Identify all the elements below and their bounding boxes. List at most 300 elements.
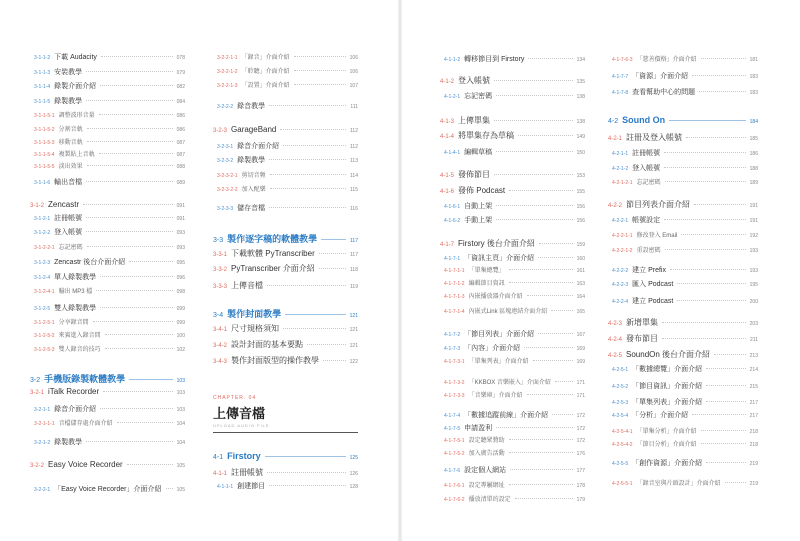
toc-entry-code: 4-1-7-6-3 xyxy=(612,57,633,63)
toc-entry[interactable] xyxy=(608,87,758,97)
toc-entry-title: 「KKBOX 音樂嵌入」介面介紹 xyxy=(468,380,551,386)
toc-entry[interactable] xyxy=(213,184,358,193)
toc-entry-code: 4-2-5-4 xyxy=(612,413,629,419)
toc-entry-page: 078 xyxy=(176,55,185,61)
toc-entry-page: 093 xyxy=(176,245,185,251)
toc-entry[interactable] xyxy=(608,245,758,254)
toc-entry[interactable] xyxy=(30,257,185,267)
dot-leader xyxy=(100,307,173,308)
toc-entry-title: 帳號設定 xyxy=(632,217,661,224)
toc-entry-title: 「分析」介面介紹 xyxy=(632,412,689,419)
toc-entry-title: 「數據總覽」介面介紹 xyxy=(632,366,703,373)
toc-entry-title: Firstory xyxy=(227,451,261,461)
toc-entry[interactable] xyxy=(440,253,585,263)
dot-leader xyxy=(706,385,746,386)
toc-entry-page: 105 xyxy=(176,463,185,469)
dot-leader xyxy=(515,498,573,499)
toc-entry-code: 4-1-7-6 xyxy=(444,468,461,474)
toc-entry[interactable] xyxy=(608,458,758,468)
toc-entry[interactable] xyxy=(440,185,585,196)
dot-leader xyxy=(699,91,746,92)
toc-entry[interactable] xyxy=(213,66,358,75)
toc-entry-title: 忘記密碼 xyxy=(636,180,661,186)
toc-entry[interactable] xyxy=(608,230,758,239)
toc-entry-code: 3-3-3 xyxy=(213,284,228,290)
dot-leader xyxy=(496,219,573,220)
toc-entry-page: 096 xyxy=(176,275,185,281)
dot-leader xyxy=(494,120,573,121)
toc-entry[interactable] xyxy=(213,467,358,478)
toc-entry[interactable] xyxy=(30,81,185,91)
toc-entry-code: 4-1-7-6-2 xyxy=(444,497,465,503)
toc-entry[interactable] xyxy=(608,397,758,407)
toc-entry[interactable] xyxy=(30,227,185,237)
toc-entry-page: 116 xyxy=(350,206,358,212)
toc-entry-title: 剪切音頻 xyxy=(241,173,266,179)
toc-entry[interactable] xyxy=(440,435,585,444)
toc-entry-title: 註冊帳號 xyxy=(54,215,83,222)
toc-entry-page: 161 xyxy=(576,268,585,274)
toc-entry[interactable] xyxy=(608,71,758,81)
toc-entry-page: 214 xyxy=(749,367,758,373)
toc-entry-code: 3-4-3 xyxy=(213,359,228,365)
toc-entry-page: 111 xyxy=(350,104,358,110)
toc-entry-title: 登入帳號 xyxy=(54,229,83,236)
toc-entry-page: 213 xyxy=(749,353,758,359)
toc-entry[interactable] xyxy=(608,279,758,289)
toc-entry[interactable] xyxy=(30,286,185,295)
toc-entry[interactable] xyxy=(440,169,585,180)
toc-entry-title: 忘記密碼 xyxy=(58,245,83,251)
toc-entry-page: 178 xyxy=(576,483,585,489)
toc-entry-title: 手機版錄製軟體教學 xyxy=(44,374,126,384)
toc-entry-title: Zencastr xyxy=(48,200,80,209)
toc-entry[interactable] xyxy=(30,177,185,187)
toc-entry-title: 製作封面版型的操作教學 xyxy=(231,356,320,365)
dot-leader xyxy=(269,105,346,106)
toc-entry-title: 錄製教學 xyxy=(54,98,83,105)
toc-entry[interactable] xyxy=(30,317,185,326)
toc-entry-code: 3-1-2-2 xyxy=(34,230,51,236)
toc-entry[interactable] xyxy=(30,330,185,339)
dot-leader xyxy=(496,205,573,206)
toc-entry[interactable] xyxy=(608,177,758,186)
toc-entry[interactable] xyxy=(30,460,185,469)
toc-entry[interactable] xyxy=(30,484,185,494)
dot-leader xyxy=(117,422,173,423)
toc-entry-title: 編輯草稿 xyxy=(464,149,493,156)
toc-entry[interactable] xyxy=(440,75,585,86)
dot-leader xyxy=(307,344,346,345)
toc-entry[interactable] xyxy=(608,349,758,360)
toc-entry[interactable] xyxy=(213,141,358,151)
dot-leader xyxy=(701,430,746,431)
toc-entry[interactable] xyxy=(440,343,585,353)
toc-entry-page: 099 xyxy=(176,320,185,326)
toc-entry-code: 3-1-1-4 xyxy=(34,84,51,90)
toc-entry[interactable] xyxy=(608,317,758,328)
toc-entry-code: 3-2-1-1-1 xyxy=(34,421,55,427)
dot-leader xyxy=(664,167,746,168)
toc-entry[interactable] xyxy=(30,161,185,170)
toc-entry[interactable] xyxy=(30,404,185,414)
toc-entry-page: 107 xyxy=(349,83,358,89)
toc-entry[interactable] xyxy=(30,137,185,146)
toc-entry-page: 172 xyxy=(576,413,585,419)
toc-entry-page: 219 xyxy=(749,461,758,467)
toc-entry-title: 「資訊主頁」介面介紹 xyxy=(464,255,535,262)
toc-entry[interactable] xyxy=(440,377,585,386)
toc-entry[interactable] xyxy=(608,478,758,487)
toc-entry[interactable] xyxy=(213,80,358,89)
toc-entry[interactable] xyxy=(213,155,358,165)
dot-leader xyxy=(494,174,573,175)
toc-entry[interactable] xyxy=(440,201,585,211)
toc-entry-page: 169 xyxy=(576,346,585,352)
toc-entry[interactable] xyxy=(608,296,758,306)
toc-entry[interactable] xyxy=(440,238,585,249)
dot-leader xyxy=(269,485,346,486)
toc-entry-page: 184 xyxy=(749,119,758,125)
toc-entry-code: 4-1-7-5 xyxy=(444,426,461,432)
toc-entry-code: 4-1-1 xyxy=(213,471,228,477)
dot-leader xyxy=(714,354,746,355)
toc-entry[interactable] xyxy=(608,439,758,448)
toc-entry-code: 3-2-2-1-2 xyxy=(217,69,238,75)
dot-leader xyxy=(509,269,573,270)
dot-leader xyxy=(86,100,173,101)
toc-entry-title: 忘記密碼 xyxy=(464,93,493,100)
toc-entry-code: 4-2-5-5 xyxy=(612,461,629,467)
dot-leader xyxy=(538,333,573,334)
toc-entry[interactable] xyxy=(213,323,358,334)
toc-entry-page: 159 xyxy=(576,242,585,248)
toc-entry-code: 3-1-2-1 xyxy=(34,216,51,222)
toc-entry[interactable] xyxy=(440,278,585,287)
dot-leader xyxy=(551,310,572,311)
toc-entry-page: 156 xyxy=(576,204,585,210)
toc-entry-page: 211 xyxy=(750,337,758,343)
toc-section-heading[interactable] xyxy=(213,307,358,320)
toc-entry-title: 「音樂庫」介面介紹 xyxy=(468,393,523,399)
toc-entry-title: 「單集分析」介面介紹 xyxy=(636,429,697,435)
toc-entry-title: 錄製介面介紹 xyxy=(54,83,97,90)
toc-entry-page: 183 xyxy=(749,90,758,96)
dot-leader xyxy=(100,276,173,277)
toc-entry-page: 177 xyxy=(576,468,585,474)
toc-section-heading[interactable] xyxy=(30,372,185,385)
toc-entry[interactable] xyxy=(30,387,185,396)
toc-entry[interactable] xyxy=(440,356,585,365)
toc-entry-code: 3-2-1-2 xyxy=(34,440,51,446)
toc-entry-title: SoundOn 後台介面介紹 xyxy=(626,350,711,359)
toc-entry[interactable] xyxy=(30,303,185,313)
toc-entry[interactable] xyxy=(440,494,585,503)
dot-leader xyxy=(166,488,173,489)
toc-entry[interactable] xyxy=(213,52,358,61)
toc-entry[interactable] xyxy=(213,101,358,111)
toc-entry[interactable] xyxy=(608,426,758,435)
toc-entry[interactable] xyxy=(608,364,758,374)
toc-entry-title: 申請盈利 xyxy=(464,425,493,432)
dot-leader xyxy=(509,282,573,283)
toc-entry-page: 172 xyxy=(576,438,585,444)
chapter-number: CHAPTER. 04 xyxy=(213,395,257,401)
toc-entry-title: 內嵌式Link 區塊連結介面介紹 xyxy=(468,309,548,315)
toc-entry-title: 創建節目 xyxy=(237,483,266,490)
toc-entry-title: 錄音教學 xyxy=(237,103,266,110)
chapter-title: 上傳音檔 xyxy=(213,406,266,421)
toc-entry-title: 「Easy Voice Recorder」介面介紹 xyxy=(54,486,162,493)
toc-entry-page: 121 xyxy=(349,327,358,333)
toc-entry[interactable] xyxy=(213,203,358,213)
toc-entry-code: 4-2-2 xyxy=(608,203,623,209)
toc-entry-code: 3-1-1-5-4 xyxy=(34,152,55,158)
dot-leader xyxy=(509,452,573,453)
toc-entry[interactable] xyxy=(608,132,758,143)
toc-entry-code: 4-2-5-3 xyxy=(612,400,629,406)
dot-leader xyxy=(694,204,746,205)
toc-entry[interactable] xyxy=(608,54,758,63)
dot-leader xyxy=(269,207,346,208)
toc-entry-code: 4-2-4 xyxy=(608,337,623,343)
toc-entry-code: 4-1-6-1 xyxy=(444,204,461,210)
toc-entry-code: 4-2-2-1 xyxy=(612,218,629,224)
toc-entry-page: 122 xyxy=(349,359,358,365)
dot-leader xyxy=(96,290,172,291)
toc-entry[interactable] xyxy=(440,480,585,489)
toc-entry-title: Easy Voice Recorder xyxy=(48,460,123,469)
toc-entry-code: 3-1-2-5 xyxy=(34,306,51,312)
dot-leader xyxy=(665,181,746,182)
toc-entry[interactable] xyxy=(440,465,585,475)
toc-entry-code: 3-1-2-5-2 xyxy=(34,333,55,339)
toc-entry-title: 「聆聽」介面介紹 xyxy=(241,69,290,75)
toc-entry-code: 4-1-1-1 xyxy=(217,484,234,490)
toc-entry[interactable] xyxy=(440,91,585,101)
dot-leader xyxy=(528,58,572,59)
dot-leader xyxy=(692,75,746,76)
toc-entry-title: 建立 Prefix xyxy=(632,267,666,274)
toc-entry[interactable] xyxy=(213,355,358,366)
toc-entry[interactable] xyxy=(30,200,185,209)
toc-entry[interactable] xyxy=(440,329,585,339)
toc-section-heading[interactable] xyxy=(608,115,758,125)
toc-entry-code: 4-1-6-2 xyxy=(444,218,461,224)
dot-leader xyxy=(686,137,746,138)
toc-entry-title: 複製貼上音軌 xyxy=(58,152,95,158)
toc-entry-code: 4-1-7-1-2 xyxy=(444,281,465,287)
dot-leader xyxy=(527,394,573,395)
dot-leader xyxy=(509,190,573,191)
toc-entry[interactable] xyxy=(30,110,185,119)
toc-entry[interactable] xyxy=(213,481,358,491)
toc-entry-title: 輸出 MP3 檔 xyxy=(58,289,93,295)
toc-entry[interactable] xyxy=(30,272,185,282)
toc-entry[interactable] xyxy=(440,265,585,274)
toc-entry-title: 「節目分析」介面介紹 xyxy=(636,442,697,448)
toc-entry-page: 118 xyxy=(350,267,358,273)
toc-entry-code: 3-4-2 xyxy=(213,343,228,349)
dot-leader xyxy=(267,472,346,473)
toc-entry-code: 4-2-1 xyxy=(608,136,623,142)
toc-entry-code: 3-1-2-2-1 xyxy=(34,245,55,251)
dot-leader xyxy=(294,56,346,57)
toc-entry[interactable] xyxy=(30,213,185,223)
dot-leader xyxy=(87,141,173,142)
toc-entry-page: 112 xyxy=(350,128,358,134)
toc-entry-title: 「數據追蹤前線」介面介紹 xyxy=(464,412,549,419)
toc-entry-code: 3-1-2-4 xyxy=(34,275,51,281)
chapter-heading xyxy=(213,395,358,433)
toc-entry-code: 4-2-5 xyxy=(608,353,623,359)
toc-entry[interactable] xyxy=(608,333,758,344)
toc-entry-code: 4-1-7-5-1 xyxy=(444,438,465,444)
dot-leader xyxy=(83,204,173,205)
toc-entry-code: 4-1-4-1 xyxy=(444,150,461,156)
toc-entry-code: 3-2 xyxy=(30,377,41,384)
toc-entry-title: 註冊帳號 xyxy=(231,468,264,477)
toc-entry-code: 3-1-2-5-1 xyxy=(34,320,55,326)
toc-entry-title: 儲存音檔 xyxy=(237,205,266,212)
toc-entry[interactable] xyxy=(30,52,185,62)
toc-entry-title: 加入配樂 xyxy=(241,187,266,193)
toc-entry-title: 「節目列表」介面介紹 xyxy=(464,331,535,338)
toc-entry[interactable] xyxy=(213,263,358,274)
toc-entry-code: 4-1-7-2 xyxy=(444,332,461,338)
toc-entry[interactable] xyxy=(608,199,758,210)
dot-leader xyxy=(101,56,173,57)
dot-leader xyxy=(294,84,346,85)
toc-entry-title: GarageBand xyxy=(231,125,277,134)
toc-entry[interactable] xyxy=(30,149,185,158)
toc-entry-code: 4-1-4 xyxy=(440,134,455,140)
toc-entry-page: 195 xyxy=(749,282,758,288)
toc-entry-code: 4-2-2-3 xyxy=(612,282,629,288)
toc-entry[interactable] xyxy=(440,115,585,126)
toc-entry-title: 查看幫助中心的問題 xyxy=(632,89,696,96)
toc-entry-code: 4-1-7 xyxy=(440,242,455,248)
toc-entry-code: 3-3-2 xyxy=(213,267,228,273)
toc-entry[interactable] xyxy=(440,291,585,300)
toc-entry[interactable] xyxy=(213,125,358,134)
toc-entry-code: 4-2-2-4 xyxy=(612,299,629,305)
toc-entry-page: 149 xyxy=(576,134,585,140)
toc-section-heading[interactable] xyxy=(213,232,358,245)
toc-entry-title: 錄音介面介紹 xyxy=(237,143,280,150)
dot-leader xyxy=(706,462,746,463)
toc-entry[interactable] xyxy=(30,242,185,251)
toc-entry-code: 3-1-2-3 xyxy=(34,260,51,266)
dot-leader xyxy=(662,338,746,339)
toc-entry-code: 4-1-7-5-2 xyxy=(444,451,465,457)
toc-entry-page: 103 xyxy=(176,390,185,396)
toc-entry-code: 3-1-1-5-2 xyxy=(34,127,55,133)
toc-entry-title: 「單集列表」介面介紹 xyxy=(468,359,529,365)
toc-entry-page: 115 xyxy=(350,187,358,193)
toc-entry-code: 3-1-2-5-3 xyxy=(34,347,55,353)
dot-leader xyxy=(670,269,746,270)
dot-leader xyxy=(87,246,173,247)
toc-entry-title: 錄製教學 xyxy=(237,157,266,164)
toc-entry[interactable] xyxy=(440,448,585,457)
dot-leader xyxy=(664,219,746,220)
toc-entry[interactable] xyxy=(30,344,185,353)
toc-entry-page: 165 xyxy=(576,309,585,315)
toc-entry-title: 單人錄製教學 xyxy=(54,274,97,281)
dot-leader xyxy=(527,295,573,296)
dot-leader xyxy=(538,257,573,258)
dot-leader xyxy=(524,347,573,348)
dot-leader xyxy=(86,181,173,182)
toc-entry[interactable] xyxy=(608,163,758,173)
toc-entry[interactable] xyxy=(608,215,758,225)
toc-entry[interactable] xyxy=(30,418,185,427)
toc-entry[interactable] xyxy=(440,306,585,315)
toc-entry-page: 200 xyxy=(749,299,758,305)
toc-entry[interactable] xyxy=(440,54,585,64)
toc-entry-title: 加入廣告活動 xyxy=(468,451,505,457)
dot-leader xyxy=(127,464,173,465)
toc-entry-page: 079 xyxy=(176,70,185,76)
toc-entry[interactable] xyxy=(440,147,585,157)
toc-section-heading[interactable] xyxy=(213,451,358,461)
toc-entry-title: 下載軟體 PyTranscriber xyxy=(231,249,315,258)
toc-entry-page: 086 xyxy=(176,113,185,119)
toc-entry-title: 「內容」介面介紹 xyxy=(464,345,521,352)
toc-entry-page: 125 xyxy=(349,455,358,461)
toc-entry[interactable] xyxy=(30,437,185,447)
toc-entry[interactable] xyxy=(30,96,185,106)
toc-entry[interactable] xyxy=(440,130,585,141)
toc-entry[interactable] xyxy=(440,410,585,420)
toc-entry[interactable] xyxy=(213,248,358,259)
dot-leader xyxy=(100,85,173,86)
toc-entry-page: 128 xyxy=(349,484,358,490)
toc-entry-page: 088 xyxy=(176,164,185,170)
book-gutter xyxy=(398,0,402,541)
toc-entry[interactable] xyxy=(608,381,758,391)
toc-entry-code: 3-2-3-1 xyxy=(217,144,234,150)
toc-entry-page: 181 xyxy=(749,57,758,63)
toc-entry[interactable] xyxy=(213,280,358,291)
toc-entry[interactable] xyxy=(608,148,758,158)
toc-entry-code: 4-2-1-1 xyxy=(612,151,629,157)
toc-entry[interactable] xyxy=(440,215,585,225)
toc-entry-page: 191 xyxy=(749,218,758,224)
toc-entry[interactable] xyxy=(440,390,585,399)
chapter-rule xyxy=(213,432,358,433)
toc-entry[interactable] xyxy=(608,265,758,275)
toc-entry-code: 4-1-6 xyxy=(440,189,455,195)
toc-entry-page: 219 xyxy=(749,481,758,487)
dot-leader xyxy=(129,261,172,262)
toc-entry[interactable] xyxy=(30,67,185,77)
dot-leader xyxy=(725,482,746,483)
toc-entry-page: 176 xyxy=(576,451,585,457)
toc-entry-page: 117 xyxy=(350,238,358,244)
toc-entry[interactable] xyxy=(213,339,358,350)
toc-entry-title: 移動音軌 xyxy=(58,140,83,146)
toc-entry-page: 192 xyxy=(749,233,758,239)
toc-entry[interactable] xyxy=(30,124,185,133)
toc-entry-code: 3-2-2 xyxy=(30,463,45,469)
toc-entry-code: 3-1-2 xyxy=(30,203,45,209)
toc-entry[interactable] xyxy=(608,410,758,420)
toc-entry[interactable] xyxy=(213,170,358,179)
toc-entry[interactable] xyxy=(440,423,585,433)
dot-leader xyxy=(677,283,745,284)
